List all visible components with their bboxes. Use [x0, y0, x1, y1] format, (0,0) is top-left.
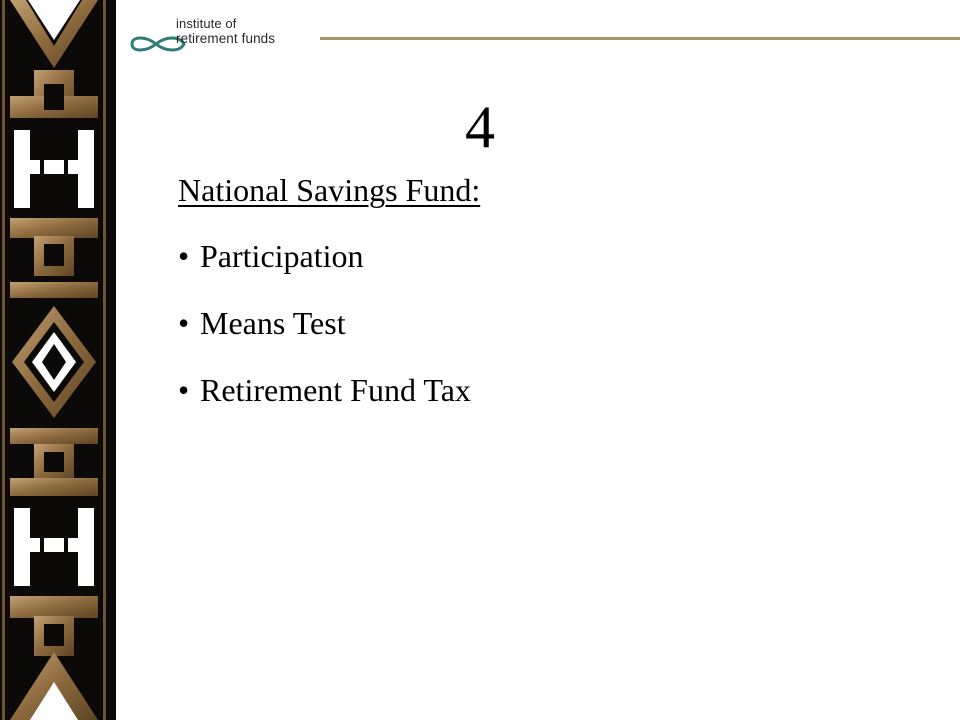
bullet-item-participation — [178, 234, 471, 301]
bullet-item-retirement-fund-tax — [178, 368, 471, 435]
header-divider — [320, 37, 960, 40]
tribal-pattern-graphic — [0, 0, 116, 720]
bullet-list — [178, 234, 471, 435]
institute-logo — [126, 14, 326, 54]
bullet-marker: • — [178, 305, 190, 341]
bullet-marker: • — [178, 238, 190, 274]
decorative-border — [0, 0, 116, 720]
bullet-text: Retirement Fund Tax — [200, 372, 471, 408]
section-heading: National Savings Fund: — [178, 172, 481, 208]
slide-number: 4 — [465, 94, 495, 160]
bullet-text: Means Test — [200, 305, 346, 341]
logo-text-line2: retirement funds — [176, 31, 276, 46]
bullet-item-means-test — [178, 301, 471, 368]
bullet-marker: • — [178, 372, 190, 408]
logo-text-line1: institute of — [176, 16, 237, 31]
bullet-text: Participation — [200, 238, 364, 274]
